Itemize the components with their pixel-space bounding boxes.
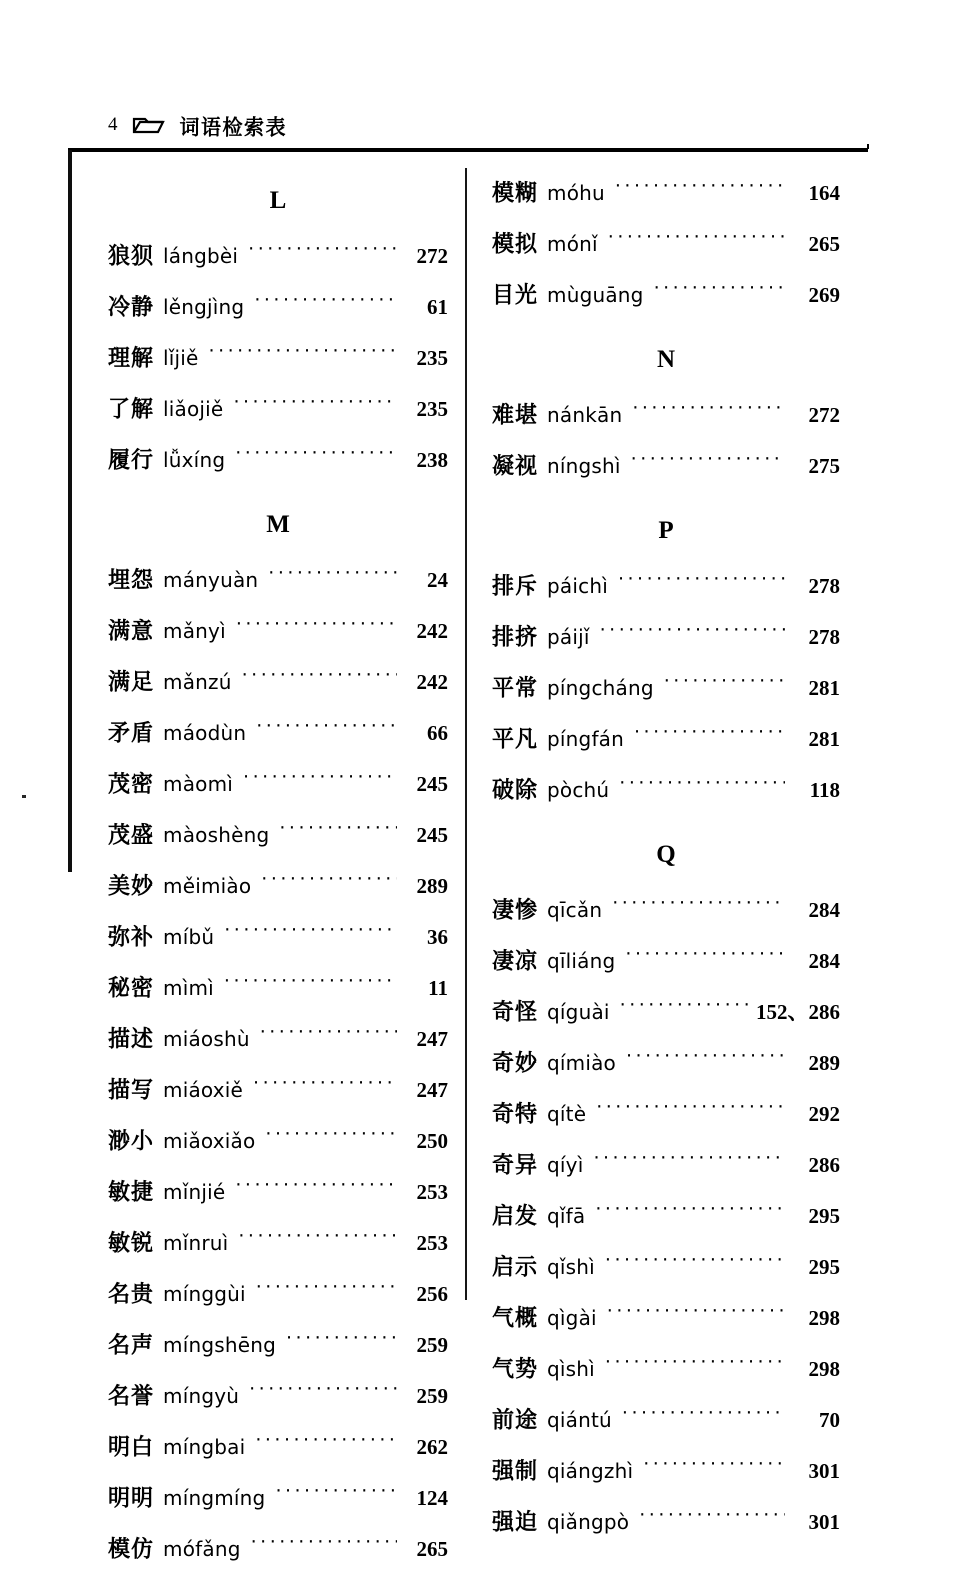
dot-leader — [260, 1030, 397, 1046]
scan-artifact — [22, 795, 26, 798]
index-entry[interactable] — [108, 614, 448, 665]
entry-word: 目光 — [492, 282, 539, 309]
dot-leader — [600, 628, 785, 644]
entry-page-number: 275 — [808, 454, 840, 478]
entry-word: 难堪 — [492, 402, 539, 429]
index-entry[interactable] — [108, 1073, 448, 1124]
dot-leader — [251, 1540, 397, 1556]
entry-pinyin: míngmíng — [163, 1486, 266, 1510]
entry-page-number: 245 — [416, 772, 448, 796]
index-entry[interactable] — [492, 620, 840, 671]
entry-word: 名誉 — [108, 1383, 155, 1410]
entry-page-number: 292 — [808, 1102, 840, 1126]
entry-word: 强制 — [492, 1458, 539, 1485]
dot-leader — [654, 286, 785, 302]
entry-pinyin: pòchú — [547, 778, 610, 802]
entry-word: 平凡 — [492, 726, 539, 753]
dot-leader — [595, 1207, 785, 1223]
dot-leader — [236, 622, 397, 638]
entry-word: 狼狈 — [108, 243, 155, 270]
entry-pinyin: mónǐ — [547, 232, 598, 256]
entry-pinyin: měimiào — [163, 874, 252, 898]
index-entry[interactable] — [492, 398, 840, 449]
entry-word: 凝视 — [492, 453, 539, 480]
entry-word: 启示 — [492, 1254, 539, 1281]
entry-pinyin: móhu — [547, 181, 605, 205]
entry-word: 渺小 — [108, 1128, 155, 1155]
entry-pinyin: mǐnruì — [163, 1231, 229, 1255]
entry-pinyin: qīcǎn — [547, 898, 603, 922]
entry-word: 满足 — [108, 669, 155, 696]
dot-leader — [605, 1360, 785, 1376]
entry-word: 凄惨 — [492, 897, 539, 924]
entry-page-number: 24 — [427, 568, 448, 592]
entry-page-number: 245 — [416, 823, 448, 847]
dot-leader — [265, 1132, 397, 1148]
entry-pinyin: lǚxíng — [163, 448, 226, 472]
entry-word: 排斥 — [492, 573, 539, 600]
entry-pinyin: míngshēng — [163, 1333, 276, 1357]
dot-leader — [209, 349, 397, 365]
entry-page-number: 262 — [416, 1435, 448, 1459]
index-entry[interactable] — [108, 443, 448, 494]
entry-pinyin: lángbèi — [163, 244, 239, 268]
index-entry[interactable] — [108, 716, 448, 767]
entry-page-number: 11 — [428, 976, 448, 1000]
entry-pinyin: qiǎngpò — [547, 1510, 630, 1534]
index-entry[interactable] — [108, 665, 448, 716]
entry-word: 模仿 — [108, 1536, 155, 1563]
entry-pinyin: qíguài — [547, 1000, 610, 1024]
entry-page-number: 235 — [416, 346, 448, 370]
entry-page-number: 259 — [416, 1333, 448, 1357]
entry-pinyin: máodùn — [163, 721, 247, 745]
entry-pinyin: píngfán — [547, 727, 625, 751]
entry-pinyin: qiángzhì — [547, 1459, 634, 1483]
entry-pinyin: míngyù — [163, 1384, 240, 1408]
index-entry[interactable] — [492, 1352, 840, 1403]
section-letter-m: M — [266, 511, 290, 538]
entry-page-number: 66 — [427, 721, 448, 745]
dot-leader — [619, 781, 785, 797]
dot-leader — [255, 1438, 397, 1454]
entry-word: 破除 — [492, 777, 539, 804]
index-entry[interactable] — [492, 1301, 840, 1352]
entry-page-number: 289 — [416, 874, 448, 898]
header-rule — [68, 148, 868, 152]
dot-leader — [605, 1258, 785, 1274]
entry-page-number: 278 — [808, 574, 840, 598]
entry-word: 明明 — [108, 1485, 155, 1512]
entry-pinyin: mǎnzú — [163, 670, 232, 694]
entry-page-number: 256 — [416, 1282, 448, 1306]
entry-pinyin: píngcháng — [547, 676, 654, 700]
entry-page-number: 265 — [808, 232, 840, 256]
entry-pinyin: mínggùi — [163, 1282, 246, 1306]
entry-word: 茂盛 — [108, 822, 155, 849]
entry-page-number: 295 — [808, 1204, 840, 1228]
folder-icon — [132, 115, 166, 135]
entry-page-number: 118 — [809, 778, 840, 802]
dot-leader — [256, 724, 397, 740]
index-entry[interactable] — [492, 176, 840, 227]
entry-page-number: 238 — [416, 448, 448, 472]
entry-pinyin: nánkān — [547, 403, 623, 427]
entry-page-number: 272 — [416, 244, 448, 268]
index-entry[interactable] — [492, 449, 840, 500]
entry-page-number: 281 — [808, 727, 840, 751]
entry-pinyin: màoshèng — [163, 823, 270, 847]
dot-leader — [248, 247, 397, 263]
entry-pinyin: níngshì — [547, 454, 621, 478]
entry-pinyin: liǎojiě — [163, 397, 224, 421]
entry-pinyin: qíyì — [547, 1153, 584, 1177]
entry-page-number: 61 — [427, 295, 448, 319]
entry-page-number: 250 — [416, 1129, 448, 1153]
entry-page-number: 247 — [416, 1027, 448, 1051]
dot-leader — [596, 1105, 785, 1121]
dot-leader — [243, 775, 397, 791]
entry-page-number: 247 — [416, 1078, 448, 1102]
entry-page-number: 253 — [416, 1231, 448, 1255]
entry-pinyin: lěngjìng — [163, 295, 245, 319]
dot-leader — [607, 1309, 785, 1325]
entry-word: 奇特 — [492, 1101, 539, 1128]
dot-leader — [256, 1285, 397, 1301]
entry-pinyin: miáoshù — [163, 1027, 250, 1051]
entry-word: 名声 — [108, 1332, 155, 1359]
entry-word: 秘密 — [108, 975, 155, 1002]
index-entry[interactable] — [108, 392, 448, 443]
entry-pinyin: miáoxiě — [163, 1078, 244, 1102]
index-entry[interactable] — [492, 569, 840, 620]
entry-pinyin: lǐjiě — [163, 346, 199, 370]
entry-word: 名贵 — [108, 1281, 155, 1308]
entry-page-number: 284 — [808, 949, 840, 973]
entry-pinyin: páichì — [547, 574, 608, 598]
entry-word: 茂密 — [108, 771, 155, 798]
index-entry[interactable] — [492, 671, 840, 722]
entry-pinyin: qímiào — [547, 1051, 616, 1075]
index-entry[interactable] — [108, 563, 448, 614]
index-entry[interactable] — [492, 278, 840, 329]
entry-page-number: 286 — [808, 1153, 840, 1177]
entry-word: 前途 — [492, 1407, 539, 1434]
dot-leader — [242, 673, 397, 689]
entry-page-number: 272 — [808, 403, 840, 427]
entry-pinyin: mányuàn — [163, 568, 259, 592]
index-entry[interactable] — [492, 1199, 840, 1250]
index-entry[interactable] — [108, 1124, 448, 1175]
running-header — [108, 108, 287, 142]
dot-leader — [615, 184, 785, 200]
entry-word: 理解 — [108, 345, 155, 372]
entry-word: 强迫 — [492, 1509, 539, 1536]
entry-word: 模糊 — [492, 180, 539, 207]
entry-word: 奇妙 — [492, 1050, 539, 1077]
dot-leader — [634, 730, 785, 746]
entry-word: 奇怪 — [492, 999, 539, 1026]
entry-page-number: 295 — [808, 1255, 840, 1279]
entry-word: 满意 — [108, 618, 155, 645]
entry-page-number: 124 — [416, 1486, 448, 1510]
entry-word: 气势 — [492, 1356, 539, 1383]
entry-page-number: 242 — [416, 670, 448, 694]
entry-page-number: 70 — [819, 1408, 840, 1432]
dot-leader — [268, 571, 397, 587]
index-entry[interactable] — [108, 869, 448, 920]
entry-pinyin: qǐfā — [547, 1204, 586, 1228]
entry-pinyin: màomì — [163, 772, 234, 796]
dot-leader — [664, 679, 785, 695]
entry-pinyin: qítè — [547, 1102, 587, 1126]
index-entry[interactable] — [492, 1097, 840, 1148]
entry-pinyin: páijǐ — [547, 625, 590, 649]
dot-leader — [622, 1411, 785, 1427]
dot-leader — [612, 901, 785, 917]
dot-leader — [235, 451, 397, 467]
index-entry[interactable] — [492, 1505, 840, 1556]
entry-word: 描述 — [108, 1026, 155, 1053]
index-entry[interactable] — [108, 971, 448, 1022]
entry-pinyin: mǎnyì — [163, 619, 226, 643]
index-column-right — [492, 176, 840, 1556]
index-entry[interactable] — [108, 341, 448, 392]
entry-word: 凄凉 — [492, 948, 539, 975]
index-entry[interactable] — [492, 227, 840, 278]
dot-leader — [625, 952, 785, 968]
entry-pinyin: mìmì — [163, 976, 214, 1000]
index-entry[interactable] — [108, 767, 448, 818]
entry-page-number: 253 — [416, 1180, 448, 1204]
entry-pinyin: qǐshì — [547, 1255, 595, 1279]
dot-leader — [233, 400, 397, 416]
index-entry[interactable] — [492, 1250, 840, 1301]
entry-page-number: 242 — [416, 619, 448, 643]
dot-leader — [639, 1513, 785, 1529]
dot-leader — [620, 1003, 749, 1019]
index-entry[interactable] — [108, 1481, 448, 1532]
entry-pinyin: qīliáng — [547, 949, 616, 973]
entry-page-number: 269 — [808, 283, 840, 307]
entry-word: 奇异 — [492, 1152, 539, 1179]
dot-leader — [279, 826, 397, 842]
entry-page-number: 301 — [808, 1459, 840, 1483]
entry-page-number: 289 — [808, 1051, 840, 1075]
entry-word: 启发 — [492, 1203, 539, 1230]
index-entry[interactable] — [492, 1403, 840, 1454]
column-divider-rule — [465, 168, 467, 1300]
dot-leader — [254, 298, 397, 314]
dot-leader — [631, 457, 785, 473]
index-entry[interactable] — [108, 1328, 448, 1379]
dot-leader — [253, 1081, 397, 1097]
dot-leader — [593, 1156, 785, 1172]
index-entry[interactable] — [492, 1046, 840, 1097]
index-entry[interactable] — [108, 239, 448, 290]
entry-page-number: 265 — [416, 1537, 448, 1561]
entry-word: 明白 — [108, 1434, 155, 1461]
index-entry[interactable] — [108, 1226, 448, 1277]
entry-word: 弥补 — [108, 924, 155, 951]
dot-leader — [224, 979, 397, 995]
entry-word: 描写 — [108, 1077, 155, 1104]
entry-pinyin: qìshì — [547, 1357, 595, 1381]
entry-page-number: 164 — [808, 181, 840, 205]
index-entry[interactable] — [108, 290, 448, 341]
dot-leader — [643, 1462, 785, 1478]
index-entry[interactable] — [108, 1175, 448, 1226]
entry-pinyin: mùguāng — [547, 283, 644, 307]
page-title: 词语检索表 — [179, 113, 287, 140]
entry-pinyin: miǎoxiǎo — [163, 1129, 256, 1153]
entry-pinyin: míbǔ — [163, 925, 215, 949]
index-entry[interactable] — [108, 1022, 448, 1073]
index-entry[interactable] — [108, 818, 448, 869]
entry-page-number: 298 — [808, 1357, 840, 1381]
section-letter-n: N — [656, 346, 676, 373]
page-folio: 4 — [108, 114, 118, 135]
entry-word: 敏锐 — [108, 1230, 155, 1257]
index-entry[interactable] — [492, 722, 840, 773]
dot-leader — [261, 877, 397, 893]
entry-word: 冷静 — [108, 294, 155, 321]
index-entry[interactable] — [492, 944, 840, 995]
dot-leader — [608, 235, 785, 251]
entry-page-number: 36 — [427, 925, 448, 949]
entry-page-number: 281 — [808, 676, 840, 700]
section-letter-l: L — [269, 187, 287, 214]
entry-word: 了解 — [108, 396, 155, 423]
entry-pinyin: mófǎng — [163, 1537, 241, 1561]
index-entry[interactable] — [108, 1277, 448, 1328]
entry-page-number: 259 — [416, 1384, 448, 1408]
section-letter-q: Q — [656, 841, 676, 868]
dot-leader — [275, 1489, 397, 1505]
entry-word: 矛盾 — [108, 720, 155, 747]
index-entry[interactable] — [492, 893, 840, 944]
dot-leader — [632, 406, 785, 422]
index-entry[interactable] — [108, 1430, 448, 1481]
entry-word: 排挤 — [492, 624, 539, 651]
entry-pinyin: qìgài — [547, 1306, 597, 1330]
entry-word: 敏捷 — [108, 1179, 155, 1206]
entry-word: 美妙 — [108, 873, 155, 900]
entry-pinyin: mǐnjié — [163, 1180, 226, 1204]
dot-leader — [238, 1234, 397, 1250]
entry-page-number: 152、286 — [756, 1000, 840, 1024]
entry-word: 平常 — [492, 675, 539, 702]
dot-leader — [286, 1336, 397, 1352]
entry-pinyin: qiántú — [547, 1408, 612, 1432]
index-entry[interactable] — [492, 773, 840, 824]
entry-word: 气概 — [492, 1305, 539, 1332]
entry-page-number: 301 — [808, 1510, 840, 1534]
entry-page-number: 298 — [808, 1306, 840, 1330]
dot-leader — [235, 1183, 397, 1199]
dot-leader — [618, 577, 785, 593]
index-entry[interactable] — [108, 1379, 448, 1430]
entry-page-number: 284 — [808, 898, 840, 922]
index-entry[interactable] — [492, 1454, 840, 1505]
index-entry[interactable] — [108, 920, 448, 971]
index-entry[interactable] — [108, 1532, 448, 1583]
index-entry[interactable] — [492, 995, 840, 1046]
dot-leader — [224, 928, 397, 944]
left-frame-rule — [68, 150, 72, 872]
index-entry[interactable] — [492, 1148, 840, 1199]
entry-word: 模拟 — [492, 231, 539, 258]
entry-page-number: 235 — [416, 397, 448, 421]
entry-word: 埋怨 — [108, 567, 155, 594]
section-letter-p: P — [658, 517, 674, 544]
dot-leader — [249, 1387, 397, 1403]
entry-page-number: 278 — [808, 625, 840, 649]
entry-pinyin: míngbai — [163, 1435, 246, 1459]
entry-word: 履行 — [108, 447, 155, 474]
dot-leader — [626, 1054, 785, 1070]
